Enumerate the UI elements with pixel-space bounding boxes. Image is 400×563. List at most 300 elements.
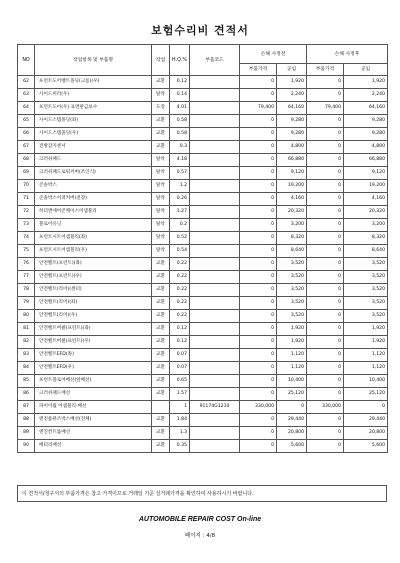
cell-no: 90 (18, 440, 35, 453)
cell-part-code (190, 115, 240, 128)
cell-labor-before: 3,520 (277, 310, 307, 323)
cell-item-name: 콘솔박스어퍼커버(전장) (35, 193, 152, 206)
cell-hours: 0.3 (170, 141, 190, 154)
cell-labor-after: 3,200 (344, 219, 388, 232)
cell-no: 62 (18, 76, 35, 89)
cell-part-price-after: 0 (307, 232, 344, 245)
cell-no: 74 (18, 232, 35, 245)
cell-labor-before: 1,120 (277, 349, 307, 362)
cell-work-type: 도장 (152, 102, 170, 115)
cell-no: 78 (18, 284, 35, 297)
cell-labor-before: 4,800 (277, 141, 307, 154)
cell-work-type: 교환 (152, 141, 170, 154)
cell-labor-after: 8,320 (344, 232, 388, 245)
cell-hours: 0.14 (170, 89, 190, 102)
cell-labor-before: 8,320 (277, 232, 307, 245)
cell-work-type: 탈착 (152, 167, 170, 180)
cell-item-name: 콘솔박스 (35, 180, 152, 193)
cell-hours: 0.26 (170, 193, 190, 206)
cell-labor-before: 10,400 (277, 375, 307, 388)
cell-part-price-before: 0 (240, 89, 277, 102)
cell-item-name: 전방감지센서 (35, 141, 152, 154)
cell-labor-after: 9,120 (344, 167, 388, 180)
cell-item-name: 안전벨트(리어)(우) (35, 310, 152, 323)
cell-work-type: 교환 (152, 427, 170, 440)
cell-hours: 0.12 (170, 323, 190, 336)
cell-part-price-after: 0 (307, 180, 344, 193)
cell-part-price-before: 0 (240, 362, 277, 375)
cell-part-price-after: 79,400 (307, 102, 344, 115)
cell-labor-after: 4,800 (344, 141, 388, 154)
cell-labor-after: 3,520 (344, 310, 388, 323)
cell-labor-before: 66,880 (277, 154, 307, 167)
cell-part-price-after: 0 (307, 427, 344, 440)
cell-item-name: 프런트플로어배선(앞배선) (35, 375, 152, 388)
cell-hours: 4.01 (170, 102, 190, 115)
cell-labor-before: 1,120 (277, 362, 307, 375)
table-row (18, 427, 388, 440)
cell-labor-before: 9,280 (277, 115, 307, 128)
cell-no: 83 (18, 349, 35, 362)
table-row (18, 414, 388, 427)
cell-labor-before: 3,200 (277, 219, 307, 232)
cell-item-name: 파이어월 어셈블리-배선 (35, 401, 152, 414)
document-title: 보험수리비 견적서 (151, 24, 249, 37)
cell-item-name: 크러쉬패드로워커버(조인식) (35, 167, 152, 180)
cell-part-code (190, 349, 240, 362)
cell-labor-before: 4,160 (277, 193, 307, 206)
cell-no: 71 (18, 193, 35, 206)
cell-labor-after: 4,160 (344, 193, 388, 206)
cell-part-price-after: 0 (307, 323, 344, 336)
price-disclaimer-note: 이 견적서/청구서의 부품가격은 참고 가격이므로 거래일 기준 실거래가격을 확인하여 사용하시기 바랍니다. (17, 485, 387, 502)
cell-labor-after: 3,520 (344, 271, 388, 284)
cell-no: 72 (18, 206, 35, 219)
cell-part-price-before: 0 (240, 297, 277, 310)
cell-hours: 4.18 (170, 154, 190, 167)
cell-item-name: 사이드미러(우) (35, 89, 152, 102)
cell-work-type: 교환 (152, 336, 170, 349)
cell-part-code (190, 141, 240, 154)
cell-labor-before: 1,920 (277, 323, 307, 336)
cell-hours: 0.54 (170, 245, 190, 258)
cell-part-code (190, 193, 240, 206)
table-row (18, 102, 388, 115)
header-item: 작업항목 및 부품명 (35, 45, 152, 76)
cell-part-code (190, 245, 240, 258)
cell-labor-after: 9,280 (344, 115, 388, 128)
cell-item-name: 안전벨트EFD(우) (35, 362, 152, 375)
table-row (18, 180, 388, 193)
header-before-adjustment: 손해 사정전 (240, 45, 307, 64)
cell-no: 70 (18, 180, 35, 193)
table-row (18, 193, 388, 206)
cell-no: 87 (18, 401, 35, 414)
cell-labor-before: 9,120 (277, 167, 307, 180)
cell-labor-after: 1,920 (344, 336, 388, 349)
table-row (18, 206, 388, 219)
cell-part-price-before: 0 (240, 414, 277, 427)
header-no: NO (18, 45, 35, 76)
cell-hours: 0.65 (170, 375, 190, 388)
table-row (18, 128, 388, 141)
cell-part-price-after: 0 (307, 349, 344, 362)
table-row (18, 219, 388, 232)
cell-work-type: 교환 (152, 375, 170, 388)
cell-part-price-before: 0 (240, 167, 277, 180)
cell-labor-before: 8,640 (277, 245, 307, 258)
table-row (18, 258, 388, 271)
page-number: 페이지 : 4/8 (184, 533, 216, 539)
cell-labor-before: 3,520 (277, 258, 307, 271)
cell-work-type: 탈착 (152, 89, 170, 102)
cell-labor-after: 64,160 (344, 102, 388, 115)
cell-item-name: 엔진룸퓨즈박스배선(전체) (35, 414, 152, 427)
cell-labor-after: 10,400 (344, 375, 388, 388)
cell-part-price-before: 0 (240, 76, 277, 89)
cell-part-code (190, 323, 240, 336)
cell-no: 80 (18, 310, 35, 323)
cell-no: 79 (18, 297, 35, 310)
table-row (18, 440, 388, 453)
cell-part-price-before: 0 (240, 219, 277, 232)
cell-part-code (190, 128, 240, 141)
header-hours: H.Q.% (170, 45, 190, 76)
cell-part-price-before: 0 (240, 427, 277, 440)
cell-work-type: 탈착 (152, 219, 170, 232)
cell-part-price-after: 0 (307, 375, 344, 388)
cell-part-price-before: 0 (240, 154, 277, 167)
cell-hours: 0.07 (170, 349, 190, 362)
cell-work-type: 교환 (152, 297, 170, 310)
cell-item-name: 엔진컨트롤배선 (35, 427, 152, 440)
cell-part-code (190, 375, 240, 388)
cell-part-price-before: 0 (240, 440, 277, 453)
cell-part-price-after: 0 (307, 167, 344, 180)
cell-work-type: 탈착 (152, 193, 170, 206)
cell-part-code (190, 310, 240, 323)
footer-brand: AUTOMOBILE REPAIR COST On-line (138, 516, 262, 523)
cell-part-price-before: 0 (240, 258, 277, 271)
cell-work-type: 교환 (152, 310, 170, 323)
cell-part-price-before: 0 (240, 284, 277, 297)
cell-no: 89 (18, 427, 35, 440)
cell-labor-after: 5,600 (344, 440, 388, 453)
cell-work-type (152, 401, 170, 414)
cell-labor-before: 64,160 (277, 102, 307, 115)
cell-part-price-before: 0 (240, 310, 277, 323)
cell-labor-after: 9,280 (344, 128, 388, 141)
cell-labor-after: 3,520 (344, 284, 388, 297)
cell-item-name: 크러쉬패드배선 (35, 388, 152, 401)
cell-item-name: 사이드스텝몰딩(우) (35, 128, 152, 141)
cell-no: 75 (18, 245, 35, 258)
cell-part-code (190, 440, 240, 453)
cell-part-price-before: 0 (240, 375, 277, 388)
table-row (18, 271, 388, 284)
cell-no: 76 (18, 258, 35, 271)
cell-part-code (190, 206, 240, 219)
cell-labor-after: 1,120 (344, 349, 388, 362)
cell-part-code (190, 180, 240, 193)
cell-labor-after: 8,640 (344, 245, 388, 258)
cell-hours: 0.22 (170, 258, 190, 271)
cell-item-name: 사이드스텝몰딩(좌) (35, 115, 152, 128)
cell-part-price-before: 0 (240, 245, 277, 258)
cell-part-price-before: 0 (240, 141, 277, 154)
cell-work-type: 교환 (152, 258, 170, 271)
cell-labor-after: 66,880 (344, 154, 388, 167)
cell-hours: 0.22 (170, 284, 190, 297)
cell-hours: 0.12 (170, 336, 190, 349)
header-labor-before: 공임 (277, 64, 307, 76)
cell-labor-after: 1,120 (344, 362, 388, 375)
table-row (18, 336, 388, 349)
cell-no: 88 (18, 414, 35, 427)
cell-work-type: 교환 (152, 76, 170, 89)
cell-no: 65 (18, 115, 35, 128)
cell-labor-before: 3,520 (277, 297, 307, 310)
cell-hours: 0.35 (170, 440, 190, 453)
cell-work-type: 교환 (152, 440, 170, 453)
cell-item-name: 프런트도어(우) 표면판금보수 (35, 102, 152, 115)
table-row (18, 362, 388, 375)
table-row (18, 76, 388, 89)
cell-part-price-before: 0 (240, 115, 277, 128)
cell-hours: 1.57 (170, 388, 190, 401)
table-row (18, 388, 388, 401)
cell-part-code (190, 232, 240, 245)
cell-item-name: 안전벨트(리어)(좌) (35, 297, 152, 310)
cell-part-price-after: 0 (307, 89, 344, 102)
cell-part-price-before: 0 (240, 193, 277, 206)
cell-hours: 0.22 (170, 310, 190, 323)
cell-part-code (190, 167, 240, 180)
table-row (18, 310, 388, 323)
cell-part-price-after: 0 (307, 154, 344, 167)
cell-part-price-after: 0 (307, 284, 344, 297)
cell-hours: 0.58 (170, 128, 190, 141)
cell-work-type: 교환 (152, 115, 170, 128)
cell-no: 64 (18, 102, 35, 115)
cell-hours: 0.07 (170, 362, 190, 375)
cell-hours: 0.58 (170, 115, 190, 128)
cell-item-name: 블로어유닛 (35, 219, 152, 232)
table-row (18, 323, 388, 336)
cell-work-type: 교환 (152, 414, 170, 427)
cell-labor-before: 1,920 (277, 76, 307, 89)
cell-labor-after: 25,120 (344, 388, 388, 401)
cell-hours: 0.22 (170, 271, 190, 284)
header-part-price-after: 부품가격 (307, 64, 344, 76)
cell-part-price-after: 0 (307, 297, 344, 310)
cell-labor-before: 20,800 (277, 427, 307, 440)
cell-item-name: 크러쉬패드 (35, 154, 152, 167)
cell-part-price-after: 0 (307, 440, 344, 453)
cell-part-price-before: 0 (240, 349, 277, 362)
cell-part-price-after: 0 (307, 258, 344, 271)
estimate-table (17, 44, 388, 453)
cell-hours: 1.3 (170, 427, 190, 440)
cell-item-name: 히터앤에어콘케이스어셈블리 (35, 206, 152, 219)
cell-labor-after: 3,520 (344, 258, 388, 271)
cell-labor-after: 2,240 (344, 89, 388, 102)
cell-part-code (190, 154, 240, 167)
cell-part-price-after: 0 (307, 128, 344, 141)
cell-labor-before: 29,440 (277, 414, 307, 427)
cell-part-code (190, 219, 240, 232)
cell-part-code (190, 76, 240, 89)
cell-hours: 0.12 (170, 76, 190, 89)
cell-no: 68 (18, 154, 35, 167)
cell-labor-after: 1,920 (344, 76, 388, 89)
cell-work-type: 교환 (152, 362, 170, 375)
table-header-row (18, 45, 388, 64)
cell-part-price-after: 0 (307, 115, 344, 128)
cell-work-type: 탈착 (152, 245, 170, 258)
cell-hours: 1.2 (170, 180, 190, 193)
cell-part-code (190, 258, 240, 271)
cell-part-code (190, 89, 240, 102)
cell-labor-after: 0 (344, 401, 388, 414)
cell-labor-after: 19,200 (344, 180, 388, 193)
cell-work-type: 탈착 (152, 154, 170, 167)
cell-item-name: 안전벨트EFD(좌) (35, 349, 152, 362)
cell-part-price-before: 0 (240, 323, 277, 336)
cell-item-name: 프런트시트어셈블리(우) (35, 245, 152, 258)
cell-item-name: 안전벨트(리어)(센터) (35, 284, 152, 297)
header-part-code: 부품코드 (190, 45, 240, 76)
cell-part-price-before: 0 (240, 271, 277, 284)
cell-no: 84 (18, 362, 35, 375)
header-labor-after: 공임 (344, 64, 388, 76)
cell-part-price-after: 0 (307, 362, 344, 375)
cell-part-code (190, 414, 240, 427)
cell-hours: 1.27 (170, 206, 190, 219)
cell-part-price-before: 0 (240, 232, 277, 245)
cell-part-code (190, 427, 240, 440)
table-body (18, 76, 388, 453)
cell-part-price-after: 0 (307, 336, 344, 349)
cell-work-type: 탈착 (152, 232, 170, 245)
cell-part-price-after: 0 (307, 76, 344, 89)
cell-item-name: 안전벨트버클(프런트)(좌) (35, 323, 152, 336)
cell-item-name: 프런트도어벨트몰딩(크롬)(우) (35, 76, 152, 89)
cell-hours: 0.22 (170, 297, 190, 310)
cell-part-price-after: 330,000 (307, 401, 344, 414)
cell-hours: 0.52 (170, 232, 190, 245)
cell-no: 67 (18, 141, 35, 154)
cell-part-price-before: 0 (240, 128, 277, 141)
cell-part-price-before: 0 (240, 336, 277, 349)
cell-part-code (190, 297, 240, 310)
cell-part-code (190, 388, 240, 401)
cell-hours: 0.57 (170, 167, 190, 180)
cell-hours: 1.84 (170, 414, 190, 427)
cell-no: 85 (18, 375, 35, 388)
cell-work-type: 교환 (152, 349, 170, 362)
cell-part-price-after: 0 (307, 141, 344, 154)
table-row (18, 349, 388, 362)
cell-part-price-after: 0 (307, 271, 344, 284)
cell-item-name: 안전벨트(프런트)(우) (35, 271, 152, 284)
cell-part-price-after: 0 (307, 388, 344, 401)
cell-hours: 0.2 (170, 219, 190, 232)
cell-work-type: 탈착 (152, 180, 170, 193)
cell-labor-before: 3,520 (277, 284, 307, 297)
cell-part-price-before: 79,400 (240, 102, 277, 115)
cell-no: 66 (18, 128, 35, 141)
header-work: 작업 (152, 45, 170, 76)
cell-no: 82 (18, 336, 35, 349)
cell-item-name: 안전벨트버클(프런트)(우) (35, 336, 152, 349)
table-row (18, 375, 388, 388)
cell-part-price-before: 0 (240, 180, 277, 193)
cell-part-price-after: 0 (307, 206, 344, 219)
cell-no: 73 (18, 219, 35, 232)
cell-labor-before: 2,240 (277, 89, 307, 102)
table-row (18, 167, 388, 180)
cell-item-name: 프런트시트어셈블리(좌) (35, 232, 152, 245)
table-row (18, 115, 388, 128)
cell-work-type: 교환 (152, 323, 170, 336)
cell-labor-before: 5,600 (277, 440, 307, 453)
cell-part-code (190, 362, 240, 375)
header-after-adjustment: 손해 사정후 (307, 45, 388, 64)
cell-labor-after: 1,920 (344, 323, 388, 336)
table-row (18, 89, 388, 102)
cell-part-price-after: 0 (307, 414, 344, 427)
cell-part-price-after: 0 (307, 193, 344, 206)
cell-work-type: 교환 (152, 284, 170, 297)
cell-work-type: 교환 (152, 271, 170, 284)
cell-work-type: 탈착 (152, 206, 170, 219)
cell-labor-after: 20,320 (344, 206, 388, 219)
table-row (18, 141, 388, 154)
cell-labor-after: 20,800 (344, 427, 388, 440)
cell-part-code (190, 336, 240, 349)
cell-part-price-before: 0 (240, 388, 277, 401)
cell-item-name: 안전벨트(프런트)(좌) (35, 258, 152, 271)
table-row (18, 401, 388, 414)
cell-no: 81 (18, 323, 35, 336)
cell-no: 77 (18, 271, 35, 284)
cell-labor-before: 19,200 (277, 180, 307, 193)
cell-part-code: 91174G1210 (190, 401, 240, 414)
cell-part-price-before: 0 (240, 206, 277, 219)
cell-part-code (190, 284, 240, 297)
cell-labor-before: 20,320 (277, 206, 307, 219)
cell-part-code (190, 271, 240, 284)
cell-part-price-after: 0 (307, 310, 344, 323)
cell-labor-after: 29,440 (344, 414, 388, 427)
cell-labor-before: 0 (277, 401, 307, 414)
table-row (18, 245, 388, 258)
table-row (18, 284, 388, 297)
cell-labor-before: 1,920 (277, 336, 307, 349)
cell-no: 86 (18, 388, 35, 401)
table-row (18, 297, 388, 310)
cell-labor-before: 3,520 (277, 271, 307, 284)
cell-item-name: 배터리배선 (35, 440, 152, 453)
cell-labor-after: 3,520 (344, 297, 388, 310)
cell-work-type: 교환 (152, 388, 170, 401)
cell-part-price-after: 0 (307, 219, 344, 232)
table-row (18, 154, 388, 167)
cell-work-type: 교환 (152, 128, 170, 141)
cell-labor-before: 9,280 (277, 128, 307, 141)
cell-part-price-before: 330,000 (240, 401, 277, 414)
